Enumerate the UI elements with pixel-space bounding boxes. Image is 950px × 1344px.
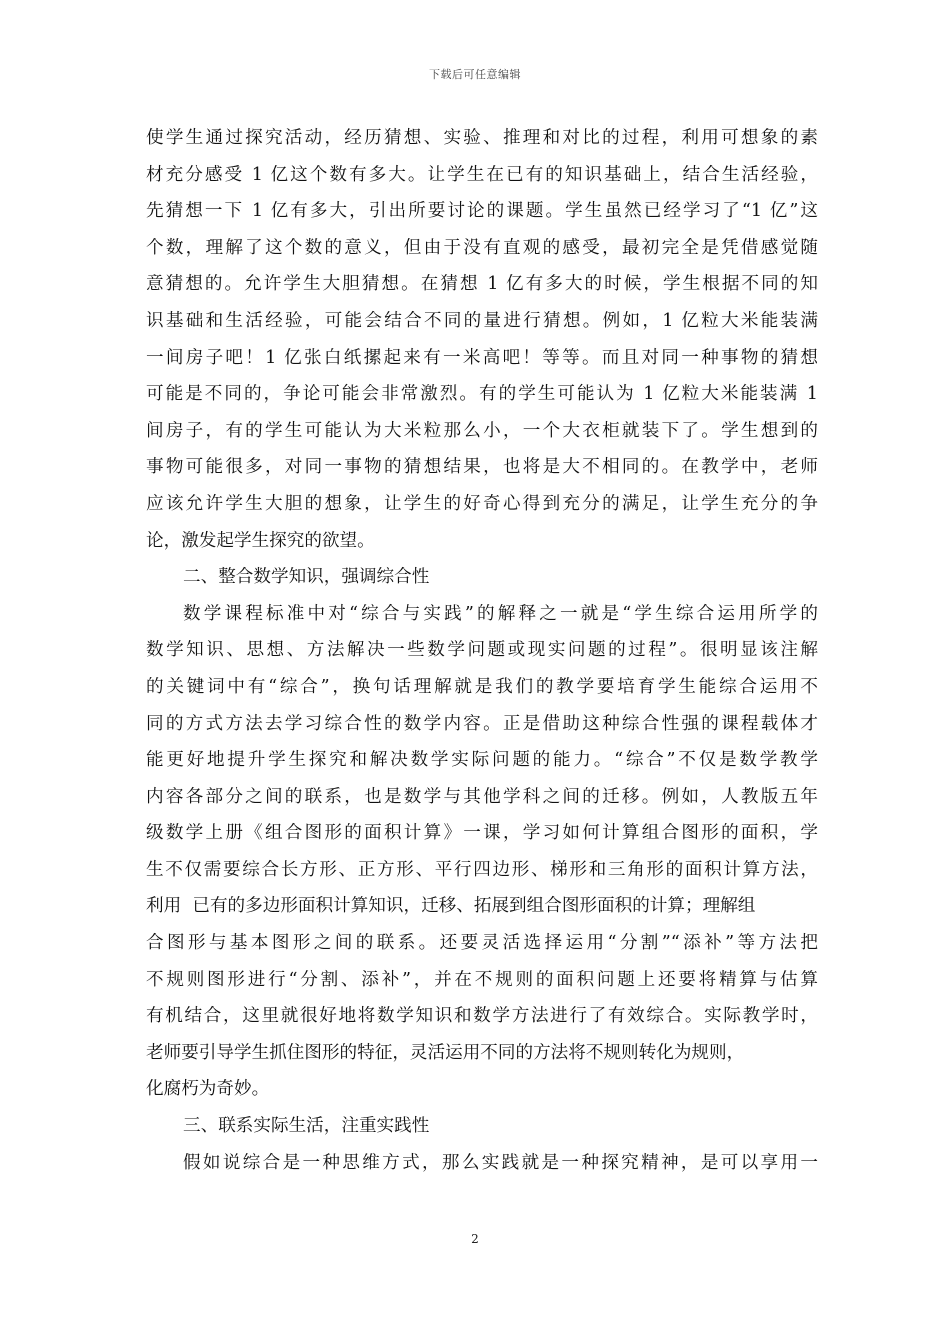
text-line: 的关键词中有“综合”，换句话理解就是我们的教学要培育学生能综合运用不: [146, 676, 818, 697]
text-line: 识基础和生活经验，可能会结合不同的量进行猜想。例如，1 亿粒大米能装满: [146, 310, 818, 331]
text-line: 使学生通过探究活动，经历猜想、实验、推理和对比的过程，利用可想象的素: [146, 128, 818, 148]
text-line: 老师要引导学生抓住图形的特征，灵活运用不同的方法将不规则转化为规则，: [146, 1042, 745, 1063]
text-line: 生不仅需要综合长方形、正方形、平行四边形、梯形和三角形的面积计算方法，: [146, 859, 818, 880]
text-line: 论，激发起学生探究的欲望。: [146, 530, 375, 551]
text-line: 合图形与基本图形之间的联系。还要灵活选择运用“分割”“添补”等方法把: [146, 933, 818, 954]
text-line: 级数学上册《组合图形的面积计算》一课，学习如何计算组合图形的面积，学: [146, 823, 818, 844]
text-line: 数学知识、思想、方法解决一些数学问题或现实问题的过程”。很明显该注解: [146, 640, 818, 661]
text-line: 假如说综合是一种思维方式，那么实践就是一种探究精神，是可以享用一: [183, 1152, 818, 1173]
text-line: 一间房子吧！1 亿张白纸摞起来有一米高吧！等等。而且对同一种事物的猜想: [146, 347, 818, 368]
text-line: 意猜想的。允许学生大胆猜想。在猜想 1 亿有多大的时候，学生根据不同的知: [146, 274, 818, 295]
text-line: 材充分感受 1 亿这个数有多大。让学生在已有的知识基础上，结合生活经验，: [146, 164, 818, 185]
body-text: [146, 120, 818, 1181]
page-number: 2: [471, 1232, 479, 1246]
text-line: 事物可能很多，对同一事物的猜想结果，也将是大不相同的。在教学中，老师: [146, 457, 818, 478]
text-line: 同的方式方法去学习综合性的数学内容。正是借助这种综合性强的课程载体才: [146, 713, 818, 734]
text-line: 数学课程标准中对“综合与实践”的解释之一就是“学生综合运用所学的: [183, 603, 818, 624]
text-line: 不规则图形进行“分割、添补”，并在不规则的面积问题上还要将精算与估算: [146, 969, 818, 990]
text-line: 内容各部分之间的联系，也是数学与其他学科之间的迁移。例如，人教版五年: [146, 786, 818, 807]
text-line: 能更好地提升学生探究和解决数学实际问题的能力。“综合”不仅是数学教学: [146, 750, 818, 771]
text-line: 间房子，有的学生可能认为大米粒那么小，一个大衣柜就装下了。学生想到的: [146, 420, 818, 441]
text-line: 有机结合，这里就很好地将数学知识和数学方法进行了有效综合。实际教学时，: [146, 1006, 818, 1027]
text-line: 化腐朽为奇妙。: [146, 1079, 270, 1100]
section-heading: 二、整合数学知识，强调综合性: [183, 567, 430, 588]
text-line: 先猜想一下 1 亿有多大，引出所要讨论的课题。学生虽然已经学习了“1 亿”这: [146, 201, 818, 222]
page-header: 下载后可任意编辑: [429, 68, 521, 81]
text-line: 利用 已有的多边形面积计算知识，迁移、拓展到组合图形面积的计算；理解组: [146, 896, 756, 917]
text-line: 个数，理解了这个数的意义，但由于没有直观的感受，最初完全是凭借感觉随: [146, 237, 818, 258]
section-heading: 三、联系实际生活，注重实践性: [183, 1116, 430, 1137]
text-line: 可能是不同的，争论可能会非常激烈。有的学生可能认为 1 亿粒大米能装满 1: [146, 384, 818, 405]
text-line: 应该允许学生大胆的想象，让学生的好奇心得到充分的满足，让学生充分的争: [146, 493, 818, 514]
